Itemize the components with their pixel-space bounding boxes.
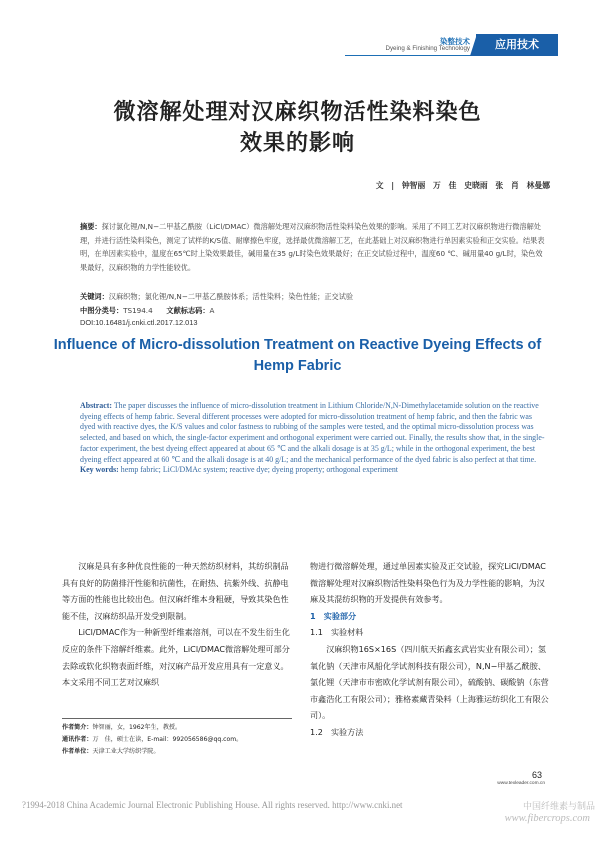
copyright-line: ?1994-2018 China Academic Journal Electronic Publishing House. All rights reserved. http://www.cnki.net: [22, 800, 403, 810]
author-footnote: [62, 722, 302, 758]
subsection-heading: 1.1 实验材料: [310, 627, 364, 638]
title-en-line-1: Influence of Micro-dissolution Treatment on Reactive Dyeing Effects of: [53, 337, 542, 353]
footnote-intro: 钟智丽，女，1962年生，教授。: [92, 724, 182, 731]
article-title-en: [40, 335, 555, 377]
keywords-en-text: hemp fabric; LiCl/DMAc system; reactive dye; dyeing property; orthogonal experiment: [120, 465, 398, 475]
abstract-en: [80, 401, 545, 476]
clc-label: 中图分类号：: [80, 306, 124, 315]
abstract-en-label: Abstract:: [80, 401, 112, 410]
title-en-line-2: Hemp Fabric: [253, 358, 342, 374]
clc-value: TS194.4: [123, 306, 153, 315]
abstract-cn-text: 探讨氯化锂/N,N−二甲基乙酰胺（LiCl/DMAC）微溶解处理对汉麻织物活性染料染色效果的影响。采用了不同工艺对汉麻织物进行微溶解处理，并进行活性染料染色，测定了试样的K/S值、耐摩擦色牢度，选择最优微溶解工艺，在此基础上对汉麻织物进行单因素实验和正交实验。结果表明，在单因素实验中，温度在65℃时上染效果最佳，碱用量在35 g/L时染色效果最好；在正交试验过程中，温度60 ℃、碱用量40 g/L时，染色效果最好，汉麻织物的力学性能较优。: [80, 222, 545, 272]
section-heading: 1 实验部分: [310, 610, 357, 621]
doc-code-label: 文献标志码：: [166, 306, 210, 315]
section-tag: 应用技术: [476, 34, 558, 56]
author-list: 文 | 钟智丽 万 佳 史晓雨 张 肖 林曼娜: [375, 181, 550, 190]
body-paragraph: 汉麻织物16S×16S（四川航天拓鑫玄武岩实业有限公司）；氢氧化钠（天津市风船化学试剂科技有限公司），N,N−甲基乙酰胺、氯化锂（天津市市密欧化学试剂有限公司），硫酸钠、碳酸钠（东营市鑫浩化工有限公司）；雅格素藏青染料（上海雅运纺织化工有限公司）。: [310, 643, 549, 721]
footnote-rule: [62, 718, 292, 719]
body-column-right: [310, 558, 550, 741]
footnote-unit-label: 作者单位：: [62, 748, 93, 755]
classification-line: [80, 304, 545, 318]
keywords-en-label: Key words:: [80, 465, 119, 475]
footnote-intro-label: 作者简介：: [62, 724, 93, 731]
keywords-cn: [80, 290, 545, 304]
watermark-text: 中国纤维素与制品: [522, 802, 595, 812]
footnote-unit: 天津工业大学纺织学院。: [92, 748, 160, 755]
title-cn-line-2: 效果的影响: [239, 131, 355, 156]
article-title-cn: [60, 97, 535, 159]
body-paragraph: LiCl/DMAC作为一种新型纤维素溶剂，可以在不发生衍生化反应的条件下溶解纤维素。此外，LiCl/DMAC微溶解处理可部分去除或软化织物表面纤维，对汉麻产品开发应用具有一定意义。本文采用不同工艺对汉麻织: [62, 627, 290, 688]
journal-name-en: Dyeing & Finishing Technology: [385, 45, 470, 52]
journal-name-cn: 染整技术: [440, 37, 470, 46]
body-paragraph: 汉麻是具有多种优良性能的一种天然纺织材料，其纺织制品具有良好的防菌排汗性能和抗菌性，在耐热、抗紫外线、抗静电等方面的性能也比较出色。但汉麻纤维本身粗硬，导致其染色性能不佳，汉麻纺织品开发受到限制。: [62, 561, 289, 621]
abstract-cn: [80, 220, 545, 274]
page-number: 63: [531, 770, 542, 780]
title-cn-line-1: 微溶解处理对汉麻织物活性染料染色: [113, 100, 482, 125]
doc-code-value: A: [209, 306, 215, 315]
body-paragraph: 物进行微溶解处理，通过单因素实验及正交试验，探究LiCl/DMAC微溶解处理对汉麻织物活性染料染色行为及力学性能的影响，为汉麻及其混纺织物的开发提供有效参考。: [310, 561, 546, 605]
footnote-contact: 万 佳，硕士在读，E-mail：992056586@qq.com。: [92, 736, 243, 743]
subsection-heading: 1.2 实验方法: [310, 726, 364, 737]
body-column-left: [62, 558, 292, 691]
doi: DOI:10.16481/j.cnki.ctl.2017.12.013: [80, 318, 198, 327]
watermark-url: www.fibercrops.com: [504, 813, 590, 824]
site-url: www.texleader.com.cn: [497, 781, 545, 786]
keywords-cn-text: 汉麻织物；氯化锂/N,N−二甲基乙酰胺体系；活性染料；染色性能；正交试验: [108, 292, 354, 301]
footnote-contact-label: 通讯作者：: [62, 736, 93, 743]
keywords-cn-label: 关键词：: [80, 292, 109, 301]
header-rule: [345, 55, 472, 56]
abstract-cn-label: 摘要：: [80, 222, 102, 231]
abstract-en-text: The paper discusses the influence of micro-dissolution treatment in Lithium Chloride/N,N-Dimethylacetamide solution on the reactive dyeing effects of hemp fabric. Several different processes were adopted for micro-dissolution treatment of hemp fabric, and then the fabric was dyed with reactive dyes, the K/S values and color fastness to rubbing of the samples were tested, and the optimal micro-dissolution process was selected, and based on which, the single-factor experiment and orthogonal experiment were carried out. Finally, the results show that, in the single-factor experiment, the best dyeing effect appeared at about 65 ℃ and the alkali dosage is at 35 g/L; while in the orthogonal experiment, the best dyeing effect appeared at 60 ℃ and the alkali dosage is at 40 g/L; and the mechanical performance of the dyed fabric is also perfect at that time.: [80, 401, 545, 464]
